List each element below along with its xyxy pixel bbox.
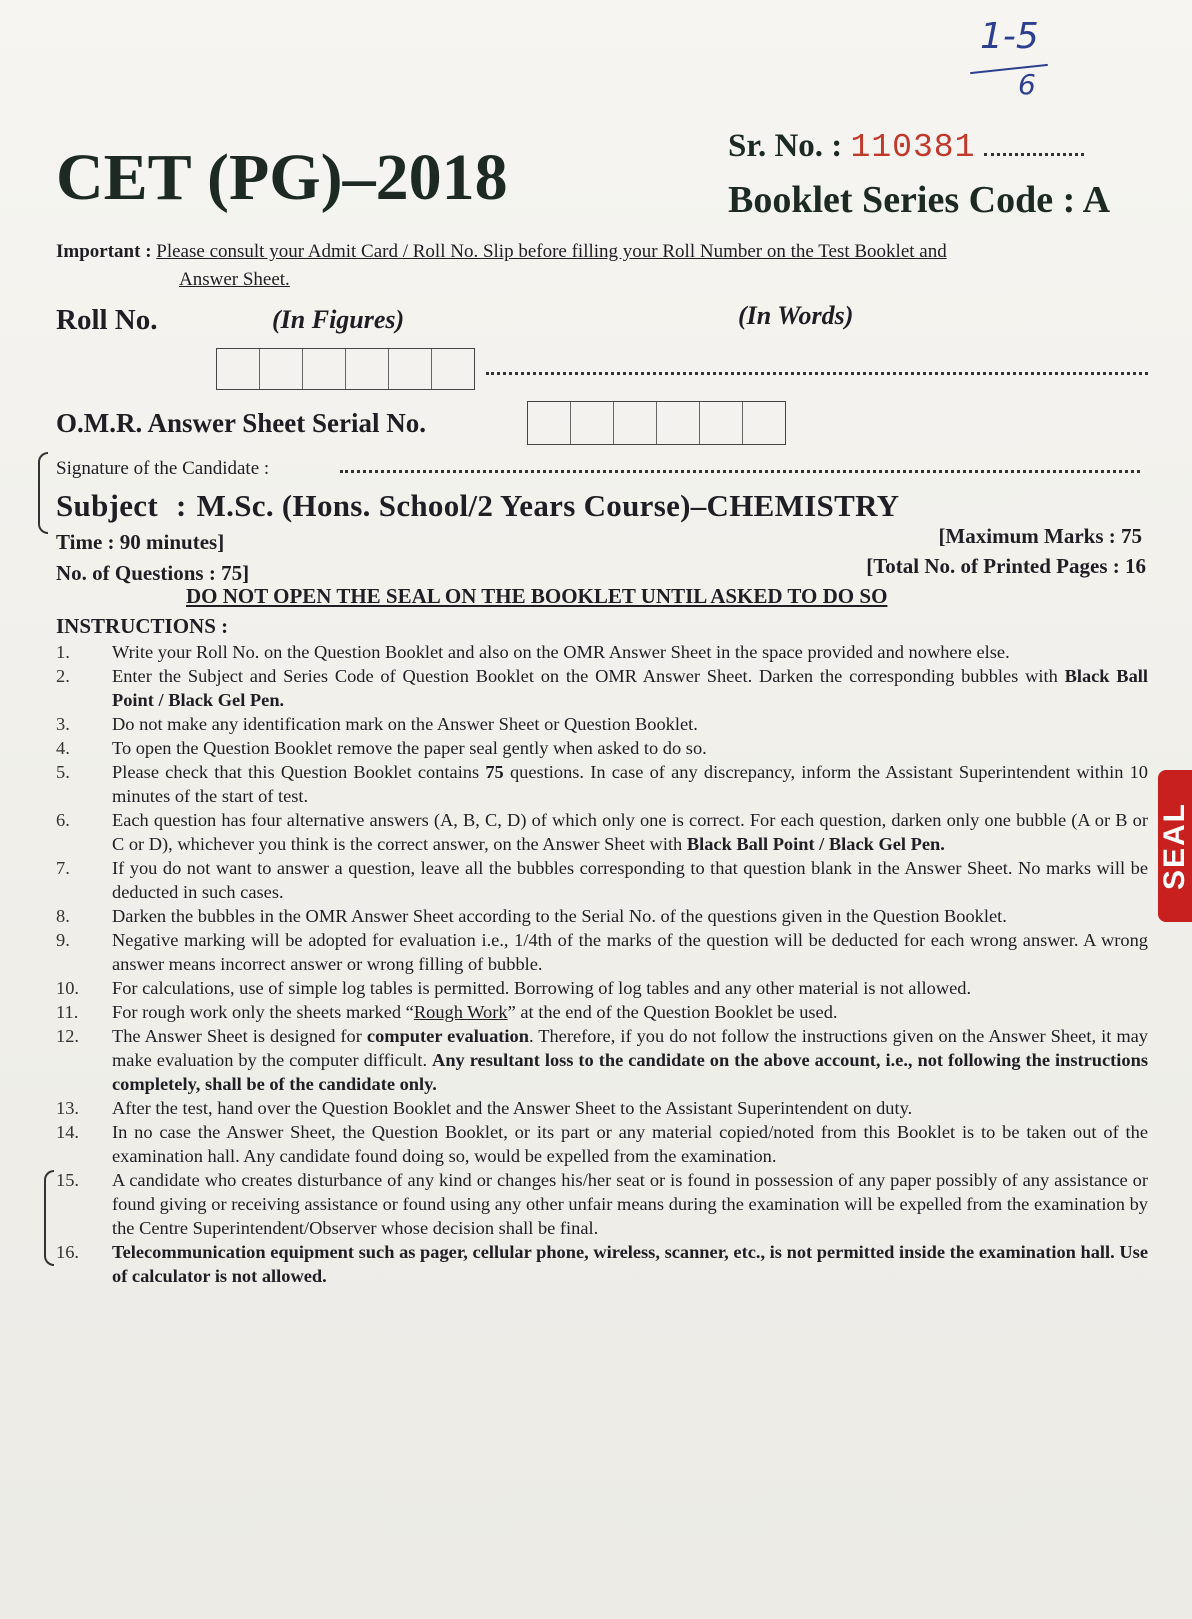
- instruction-number: 2.: [56, 666, 70, 686]
- instruction-text: In no case the Answer Sheet, the Question Booklet, or its part or any material copied/noted from this Booklet is to be taken out of the examination hall. Any candidate found doing so, would be expelled from the examination.: [112, 1122, 1148, 1166]
- roll-digit-box[interactable]: [432, 349, 474, 389]
- instruction-text: For rough work only the sheets marked “Rough Work” at the end of the Question Booklet be used.: [112, 1002, 838, 1022]
- signature-label: Signature of the Candidate :: [56, 458, 270, 479]
- omr-digit-box[interactable]: [614, 402, 657, 444]
- pen-bracket-mark: [38, 452, 48, 534]
- instruction-item: [56, 1024, 1148, 1096]
- instruction-text: For calculations, use of simple log tables is permitted. Borrowing of log tables and any other material is not allowed.: [112, 978, 972, 998]
- instruction-text: To open the Question Booklet remove the paper seal gently when asked to do so.: [112, 738, 707, 758]
- instruction-item: [56, 1168, 1148, 1240]
- instruction-number: 11.: [56, 1002, 79, 1022]
- subject-label: Subject: [56, 488, 158, 523]
- booklet-series-code: Booklet Series Code : A: [728, 179, 1111, 221]
- do-not-open-warning: DO NOT OPEN THE SEAL ON THE BOOKLET UNTIL ASKED TO DO SO: [186, 584, 888, 608]
- number-of-questions: No. of Questions : 75]: [56, 561, 250, 585]
- roll-in-figures-label: (In Figures): [272, 305, 405, 334]
- instruction-number: 14.: [56, 1122, 79, 1142]
- roll-in-words-label: (In Words): [738, 301, 854, 330]
- instruction-text: Negative marking will be adopted for evaluation i.e., 1/4th of the marks of the question will be deducted for each wrong answer. A wrong answer means incorrect answer or wrong filling of bubble.: [112, 930, 1148, 974]
- handwritten-mark-bottom: 6: [1018, 68, 1036, 101]
- instruction-text: Darken the bubbles in the OMR Answer Sheet according to the Serial No. of the questions given in the Question Booklet.: [112, 906, 1007, 926]
- instruction-item: [56, 1120, 1148, 1168]
- instruction-item: [56, 1240, 1148, 1288]
- instruction-number: 1.: [56, 642, 70, 662]
- instruction-item: [56, 904, 1148, 928]
- roll-number-boxes[interactable]: [216, 348, 475, 390]
- roll-digit-box[interactable]: [260, 349, 303, 389]
- instruction-text: The Answer Sheet is designed for computer evaluation. Therefore, if you do not follow the instructions given on the Answer Sheet, it may make evaluation by the computer difficult. Any resultant loss to the candidate on the above account, i.e., not following the instructions completely, shall be of the candidate only.: [112, 1026, 1148, 1094]
- maximum-marks: [Maximum Marks : 75: [938, 524, 1142, 548]
- instruction-number: 13.: [56, 1098, 79, 1118]
- instruction-number: 16.: [56, 1242, 79, 1262]
- omr-digit-box[interactable]: [743, 402, 785, 444]
- instruction-item: [56, 640, 1148, 664]
- instruction-text: Enter the Subject and Series Code of Question Booklet on the OMR Answer Sheet. Darken the corresponding bubbles with Black Ball Point / Black Gel Pen.: [112, 666, 1148, 710]
- omr-serial-boxes[interactable]: [527, 401, 786, 445]
- subject-value: M.Sc. (Hons. School/2 Years Course)–CHEMISTRY: [196, 488, 900, 523]
- omr-digit-box[interactable]: [528, 402, 571, 444]
- instruction-number: 9.: [56, 930, 70, 950]
- omr-digit-box[interactable]: [657, 402, 700, 444]
- omr-digit-box[interactable]: [700, 402, 743, 444]
- serial-number-line: [728, 128, 1084, 166]
- important-text-line2: Answer Sheet.: [179, 269, 290, 290]
- instruction-item: [56, 856, 1148, 904]
- serial-number-value: 110381: [850, 129, 976, 166]
- instruction-item: [56, 664, 1148, 712]
- instruction-number: 3.: [56, 714, 70, 734]
- instruction-number: 8.: [56, 906, 70, 926]
- instruction-number: 12.: [56, 1026, 79, 1046]
- instruction-text: Please check that this Question Booklet contains 75 questions. In case of any discrepancy, inform the Assistant Superintendent within 10 minutes of the start of test.: [112, 762, 1148, 806]
- instruction-item: [56, 1000, 1148, 1024]
- signature-field[interactable]: [340, 470, 1140, 473]
- handwritten-mark-top: 1-5: [980, 16, 1039, 57]
- instruction-text: Telecommunication equipment such as pager, cellular phone, wireless, scanner, etc., is not permitted inside the examination hall. Use of calculator is not allowed.: [112, 1242, 1148, 1286]
- instruction-text: After the test, hand over the Question Booklet and the Answer Sheet to the Assistant Superintendent on duty.: [112, 1098, 913, 1118]
- roll-digit-box[interactable]: [303, 349, 346, 389]
- printed-pages: [Total No. of Printed Pages : 16: [866, 554, 1146, 578]
- serial-number-dots: [984, 153, 1084, 156]
- roll-digit-box[interactable]: [217, 349, 260, 389]
- serial-number-label: Sr. No. :: [728, 128, 843, 164]
- omr-serial-label: O.M.R. Answer Sheet Serial No.: [56, 408, 426, 438]
- paper-seal-tab[interactable]: [1158, 770, 1192, 922]
- instructions-heading: INSTRUCTIONS :: [56, 614, 229, 638]
- roll-digit-box[interactable]: [389, 349, 432, 389]
- subject-line: Subject : M.Sc. (Hons. School/2 Years Course)–CHEMISTRY: [56, 488, 900, 523]
- instructions-list: [56, 640, 1148, 1288]
- instruction-item: [56, 928, 1148, 976]
- instruction-number: 15.: [56, 1170, 79, 1190]
- instruction-item: [56, 808, 1148, 856]
- instruction-text: Do not make any identification mark on the Answer Sheet or Question Booklet.: [112, 714, 698, 734]
- instruction-item: [56, 760, 1148, 808]
- roll-digit-box[interactable]: [346, 349, 389, 389]
- instruction-number: 6.: [56, 810, 70, 830]
- handwritten-fraction-line: [970, 64, 1048, 74]
- important-text-line1: Please consult your Admit Card / Roll No. Slip before filling your Roll Number on the Test Booklet and: [156, 241, 947, 262]
- instruction-number: 7.: [56, 858, 70, 878]
- handwritten-mark: [960, 10, 1080, 105]
- instruction-text: A candidate who creates disturbance of any kind or changes his/her seat or is found in possession of any paper possibly of any assistance or found giving or receiving assistance or found using any other unfair means during the examination will be expelled from the examination by the Centre Superintendent/Observer whose decision shall be final.: [112, 1170, 1148, 1238]
- instruction-item: [56, 736, 1148, 760]
- exam-time: Time : 90 minutes]: [56, 530, 225, 554]
- seal-label: SEAL: [1158, 801, 1192, 891]
- instruction-item: [56, 1096, 1148, 1120]
- instruction-number: 4.: [56, 738, 70, 758]
- omr-digit-box[interactable]: [571, 402, 614, 444]
- important-label: Important :: [56, 241, 152, 262]
- exam-title: CET (PG)–2018: [56, 141, 508, 214]
- instruction-text: Write your Roll No. on the Question Booklet and also on the OMR Answer Sheet in the space provided and nowhere else.: [112, 642, 1010, 662]
- instruction-number: 10.: [56, 978, 79, 998]
- pen-bracket-mark: [44, 1170, 54, 1266]
- instruction-text: If you do not want to answer a question, leave all the bubbles corresponding to that question blank in the Answer Sheet. No marks will be deducted in such cases.: [112, 858, 1148, 902]
- instruction-item: [56, 712, 1148, 736]
- instruction-item: [56, 976, 1148, 1000]
- roll-in-words-field[interactable]: [486, 372, 1148, 375]
- instruction-number: 5.: [56, 762, 70, 782]
- roll-number-label: Roll No.: [56, 304, 158, 336]
- instruction-text: Each question has four alternative answers (A, B, C, D) of which only one is correct. For each question, darken only one bubble (A or B or C or D), whichever you think is the correct answer, on the Answer Sheet with Black Ball Point / Black Gel Pen.: [112, 810, 1148, 854]
- important-notice: [56, 238, 1146, 294]
